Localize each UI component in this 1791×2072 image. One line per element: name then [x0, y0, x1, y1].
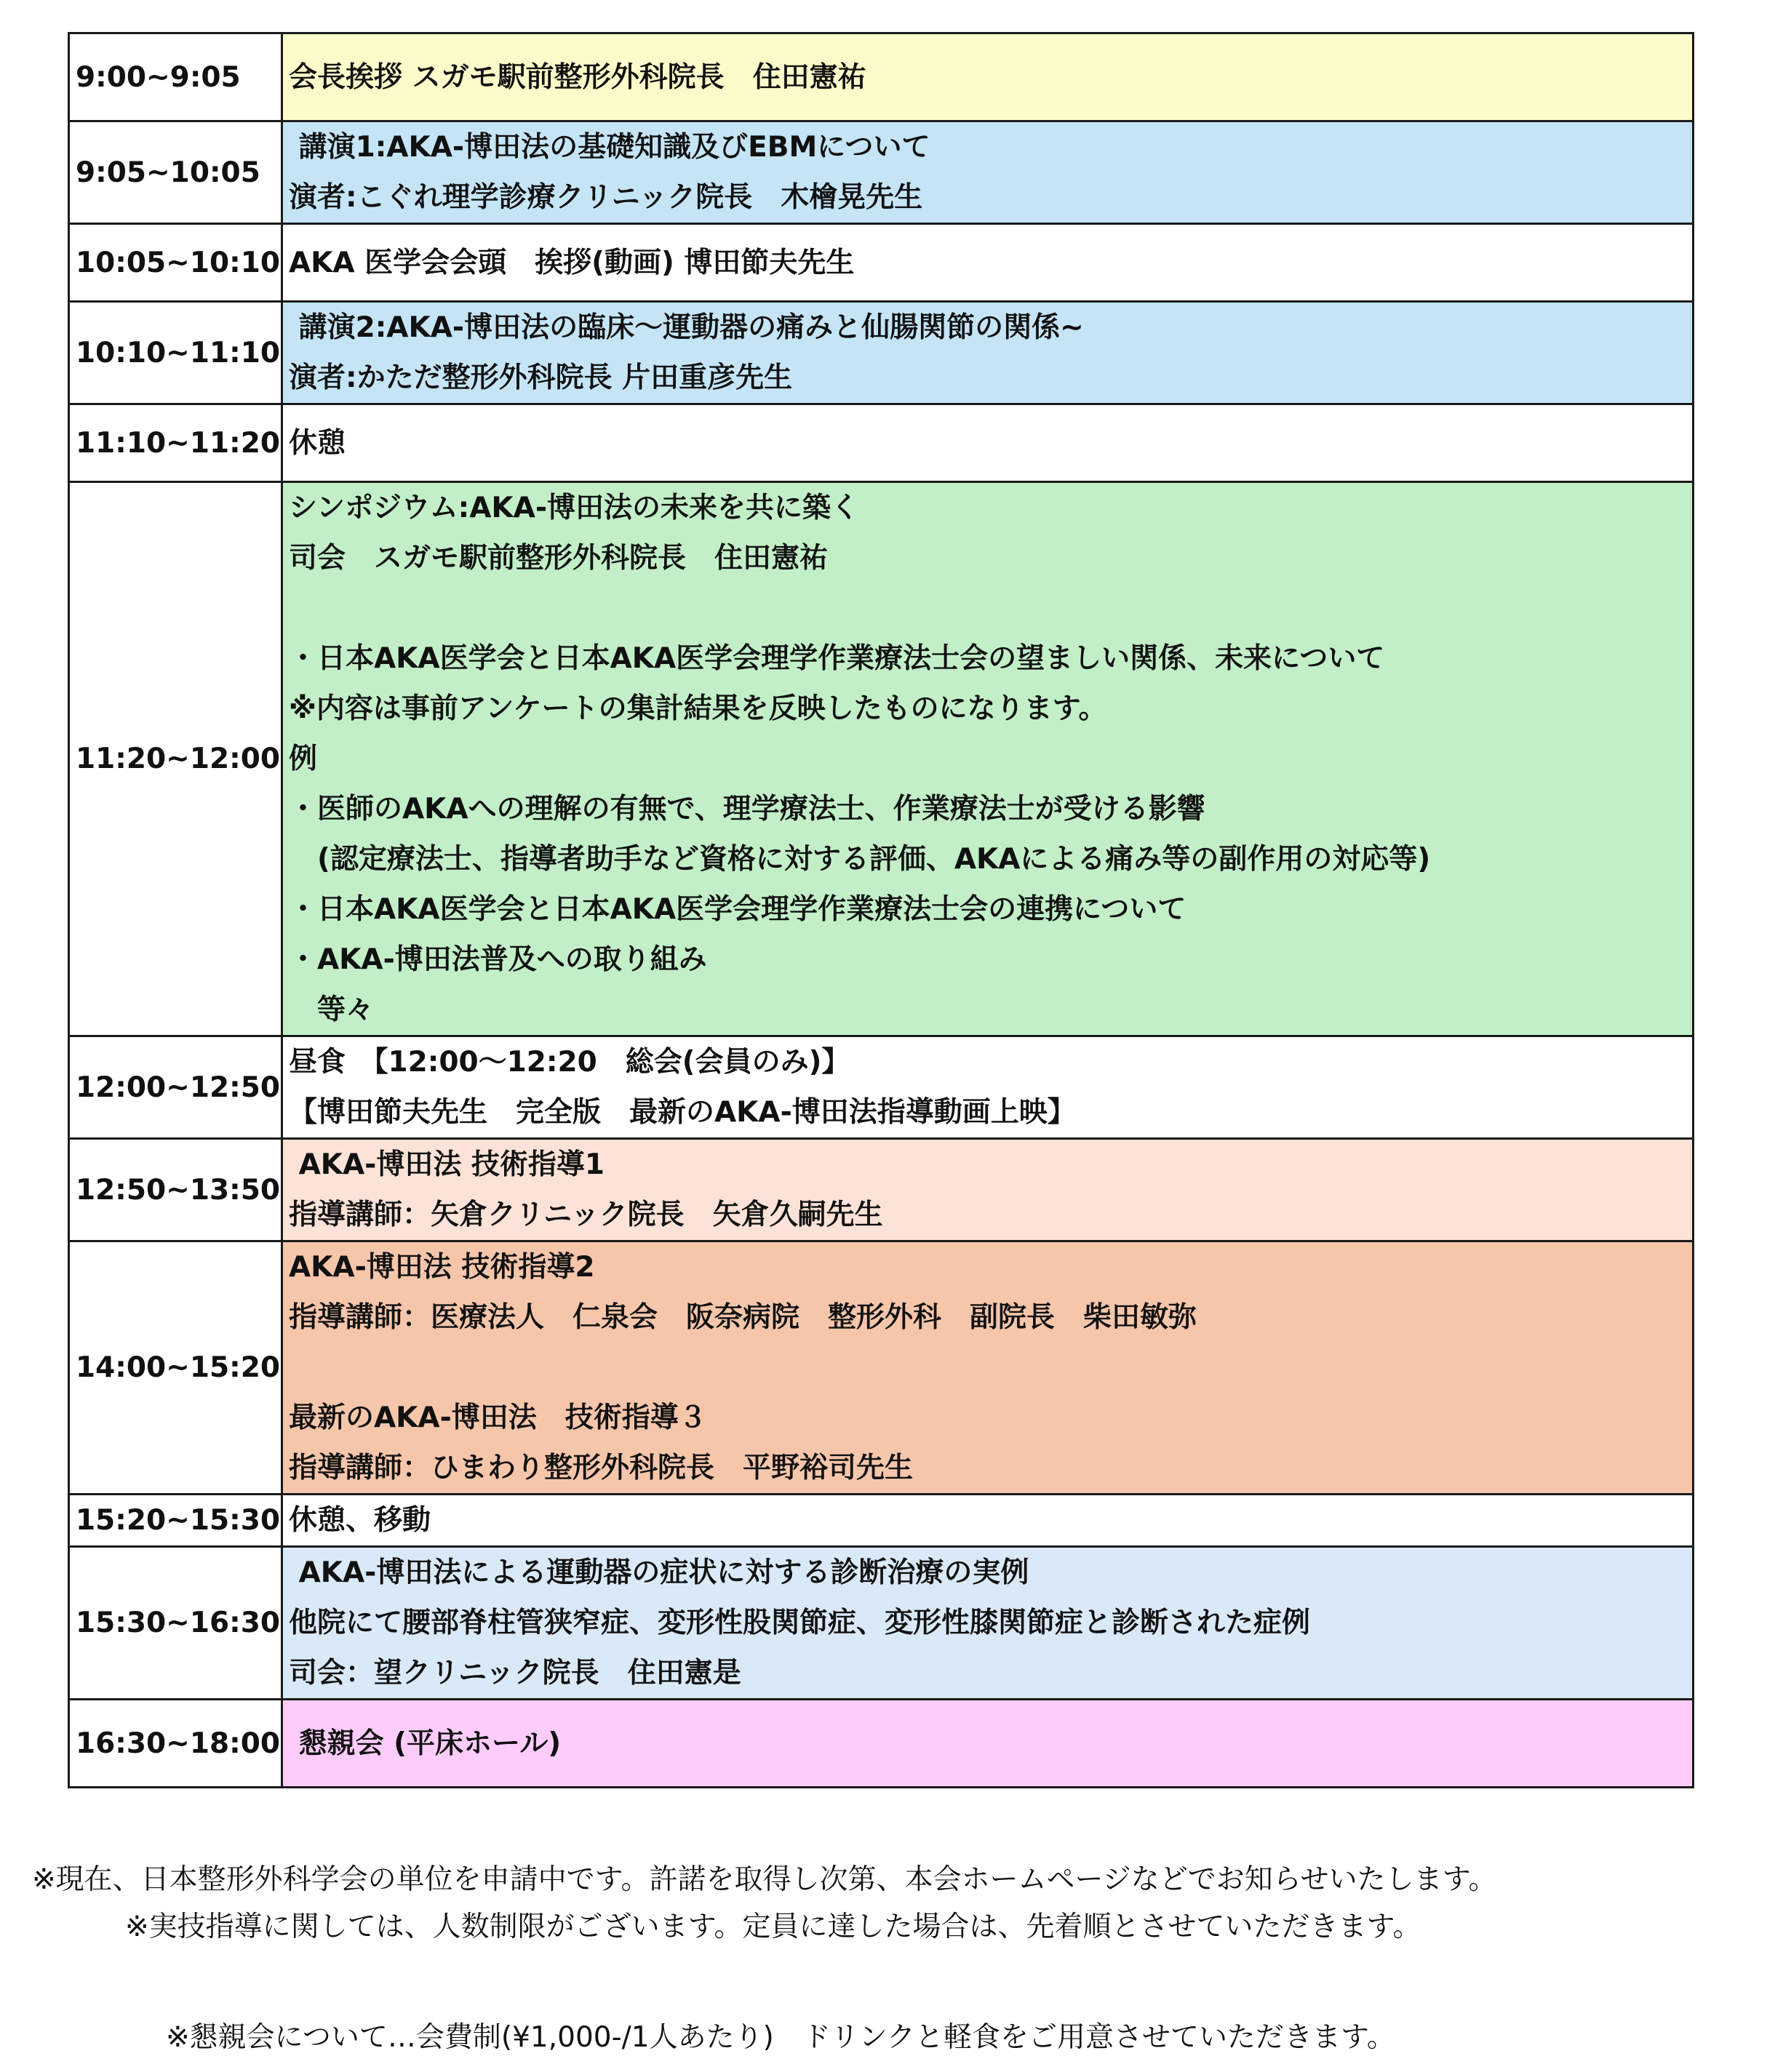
program-line: 懇親会 (平床ホール)	[289, 1727, 562, 1760]
time-cell: 9:05~10:05	[69, 121, 282, 224]
program-line: ・日本AKA医学会と日本AKA医学会理学作業療法士会の望ましい関係、未来について	[289, 642, 1385, 675]
program-line: ・医師のAKAへの理解の有無で、理学療法士、作業療法士が受ける影響	[289, 793, 1205, 825]
schedule-row	[69, 1241, 1694, 1495]
program-line	[289, 583, 1692, 633]
program-line: ・日本AKA医学会と日本AKA医学会理学作業療法士会の連携について	[289, 893, 1186, 926]
program-line: 指導講師：矢倉クリニック院長 矢倉久嗣先生	[289, 1199, 883, 1231]
program-line: シンポジウム:AKA-博田法の未来を共に築く	[289, 492, 860, 524]
program-line: 司会：望クリニック院長 住田憲是	[289, 1657, 741, 1689]
program-line: AKA-博田法 技術指導1	[289, 1148, 605, 1181]
program-line: 演者:かただ整形外科院長 片田重彦先生	[289, 361, 793, 394]
program-cell	[282, 302, 1694, 404]
time-cell: 14:00~15:20	[69, 1241, 282, 1495]
schedule-row	[69, 1495, 1694, 1547]
program-line: 司会 スガモ駅前整形外科院長 住田憲祐	[289, 542, 829, 575]
schedule-row	[69, 302, 1694, 404]
schedule-row	[69, 121, 1694, 224]
program-line: 【博田節夫先生 完全版 最新のAKA-博田法指導動画上映】	[289, 1096, 1076, 1129]
time-cell: 12:00~12:50	[69, 1036, 282, 1139]
program-line: AKA 医学会会頭 挨拶(動画) 博田節夫先生	[289, 246, 855, 279]
time-cell: 10:10~11:10	[69, 302, 282, 404]
schedule-table	[68, 32, 1694, 1788]
time-cell: 10:05~10:10	[69, 224, 282, 302]
program-line: ※内容は事前アンケートの集計結果を反映したものになります。	[289, 692, 1107, 725]
program-cell	[282, 1139, 1694, 1241]
program-cell	[282, 1495, 1694, 1547]
program-line: 会長挨拶 スガモ駅前整形外科院長 住田憲祐	[289, 60, 866, 94]
time-cell: 11:20~12:00	[69, 482, 282, 1036]
program-line	[289, 1343, 1692, 1393]
program-cell	[282, 404, 1694, 482]
schedule-row	[69, 482, 1694, 1036]
program-line: ・AKA-博田法普及への取り組み	[289, 943, 707, 976]
time-cell: 15:20~15:30	[69, 1495, 282, 1547]
program-line: AKA-博田法 技術指導2	[289, 1251, 595, 1284]
program-line: 指導講師：ひまわり整形外科院長 平野裕司先生	[289, 1452, 914, 1484]
program-cell	[282, 482, 1694, 1036]
program-line: 指導講師：医療法人 仁泉会 阪奈病院 整形外科 副院長 柴田敏弥	[289, 1301, 1197, 1334]
program-line: 等々	[289, 993, 375, 1026]
program-line: (認定療法士、指導者助手など資格に対する評価、AKAによる痛み等の副作用の対応等)	[289, 843, 1431, 876]
program-cell	[282, 33, 1694, 121]
program-line: 講演1:AKA-博田法の基礎知識及びEBMについて	[289, 131, 930, 164]
program-line: 講演2:AKA-博田法の臨床～運動器の痛みと仙腸関節の関係~	[289, 311, 1084, 344]
time-cell: 15:30~16:30	[69, 1547, 282, 1700]
program-line: 演者:こぐれ理学診療クリニック院長 木檜晃先生	[289, 181, 923, 214]
program-line: 最新のAKA-博田法 技術指導３	[289, 1401, 707, 1434]
schedule-row	[69, 1700, 1694, 1788]
note-credit-application: ※現在、日本整形外科学会の単位を申請中です。許諾を取得し次第、本会ホームページなどでお知らせいたします。	[32, 1863, 1497, 1896]
note-social-gathering-fee: ※懇親会について…会費制(¥1,000-/1人あたり) ドリンクと軽食をご用意させていただきます。	[166, 2021, 1395, 2054]
program-line: 休憩、移動	[289, 1504, 431, 1537]
time-cell: 12:50~13:50	[69, 1139, 282, 1241]
program-line: 他院にて腰部脊柱管狭窄症、変形性股関節症、変形性膝関節症と診断された症例	[289, 1607, 1311, 1639]
schedule-row	[69, 224, 1694, 302]
program-cell	[282, 1547, 1694, 1700]
time-cell: 11:10~11:20	[69, 404, 282, 482]
schedule-row	[69, 404, 1694, 482]
program-cell	[282, 1241, 1694, 1495]
program-cell	[282, 121, 1694, 224]
schedule-row	[69, 1139, 1694, 1241]
schedule-row	[69, 33, 1694, 121]
program-cell	[282, 1700, 1694, 1788]
program-line: 例	[289, 743, 318, 775]
schedule-row	[69, 1036, 1694, 1139]
time-cell: 9:00~9:05	[69, 33, 282, 121]
time-cell: 16:30~18:00	[69, 1700, 282, 1788]
program-line: 昼食 【12:00～12:20 総会(会員のみ)】	[289, 1046, 850, 1079]
program-line: 休憩	[289, 426, 346, 460]
program-line: AKA-博田法による運動器の症状に対する診断治療の実例	[289, 1556, 1029, 1589]
schedule-body	[69, 33, 1694, 1788]
schedule-row	[69, 1547, 1694, 1700]
program-cell	[282, 224, 1694, 302]
program-cell	[282, 1036, 1694, 1139]
note-practical-capacity: ※実技指導に関しては、人数制限がございます。定員に達した場合は、先着順とさせていただきます。	[125, 1911, 1421, 1943]
